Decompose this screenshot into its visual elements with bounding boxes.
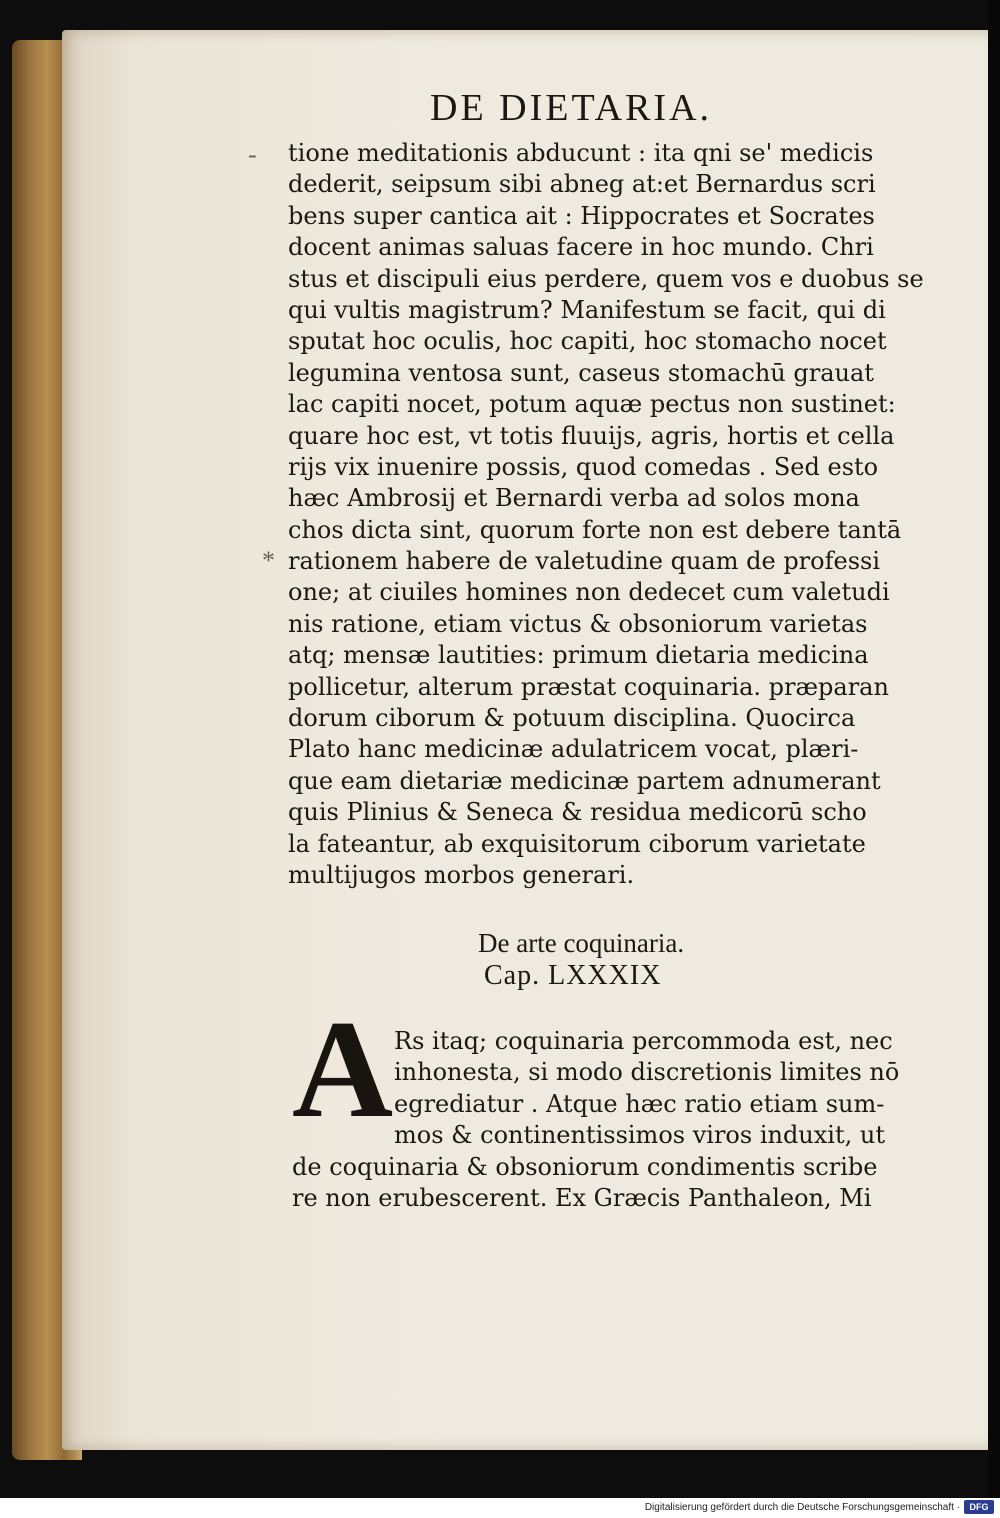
- chapter-title: De arte coquinaria.: [478, 928, 685, 958]
- text-line: docent animas saluas facere in hoc mundo. Chri: [288, 233, 874, 262]
- text-line: rijs vix inuenire possis, quod comedas . Sed esto: [288, 452, 879, 481]
- text-line: rationem habere de valetudine quam de professi: [288, 547, 880, 576]
- text-line: dorum ciborum & potuum disciplina. Quocirca: [288, 704, 856, 733]
- text-line: egrediatur . Atque hæc ratio etiam sum-: [394, 1089, 885, 1118]
- funding-credit: Digitalisierung gefördert durch die Deutsche Forschungsgemeinschaft ·: [644, 1502, 960, 1513]
- text-line: stus et discipuli eius perdere, quem vos e duobus se: [288, 264, 924, 293]
- chapter-number: Cap. LXXXIX: [484, 960, 662, 991]
- text-line: quis Plinius & Seneca & residua medicorū scho: [288, 798, 867, 827]
- text-line: de coquinaria & obsoniorum condimentis scribe: [292, 1153, 878, 1181]
- text-line: nis ratione, etiam victus & obsoniorum varietas: [288, 609, 868, 638]
- margin-mark: -: [248, 140, 257, 169]
- text-line: mos & continentissimos viros induxit, ut: [394, 1121, 885, 1150]
- text-line: hæc Ambrosij et Bernardi verba ad solos mona: [288, 484, 860, 513]
- body-text: [288, 138, 938, 891]
- text-line: tione meditationis abducunt : ita qni se' medicis: [288, 139, 874, 167]
- text-line: dederit, seipsum sibi abneg at:et Bernardus scri: [288, 170, 876, 199]
- text-line: pollicetur, alterum præstat coquinaria. præparan: [288, 672, 889, 701]
- scan-border: [988, 0, 1000, 1498]
- text-line: que eam dietariæ medicinæ partem adnumerant: [288, 766, 881, 795]
- chapter-opening-text: [394, 1026, 944, 1152]
- dfg-logo: DFG: [964, 1500, 994, 1514]
- text-line: one; at ciuiles homines non dedecet cum valetudi: [288, 578, 890, 607]
- text-line: re non erubescerent. Ex Græcis Panthaleon, Mi: [292, 1184, 872, 1213]
- text-line: bens super cantica ait : Hippocrates et Socrates: [288, 201, 875, 230]
- text-line: Rs itaq; coquinaria percommoda est, nec: [394, 1027, 893, 1055]
- text-line: sputat hoc oculis, hoc capiti, hoc stomacho nocet: [288, 327, 887, 356]
- text-line: legumina ventosa sunt, caseus stomachū grauat: [288, 358, 874, 387]
- text-line: inhonesta, si modo discretionis limites nō: [394, 1058, 900, 1087]
- text-line: quare hoc est, vt totis fluuijs, agris, hortis et cella: [288, 421, 895, 450]
- running-head: DE DIETARIA.: [430, 87, 713, 129]
- text-line: qui vultis magistrum? Manifestum se facit, qui di: [288, 295, 886, 324]
- text-line: lac capiti nocet, potum aquæ pectus non sustinet:: [288, 390, 896, 419]
- chapter-body-text: [292, 1152, 942, 1215]
- margin-mark: *: [262, 546, 275, 575]
- text-line: Plato hanc medicinæ adulatricem vocat, plæri-: [288, 735, 859, 764]
- text-line: atq; mensæ lautities: primum dietaria medicina: [288, 641, 869, 670]
- text-line: chos dicta sint, quorum forte non est debere tantā: [288, 515, 902, 544]
- drop-cap-initial: A: [292, 992, 394, 1147]
- text-line: multijugos morbos generari.: [288, 860, 635, 889]
- text-line: la fateantur, ab exquisitorum ciborum varietate: [288, 829, 866, 858]
